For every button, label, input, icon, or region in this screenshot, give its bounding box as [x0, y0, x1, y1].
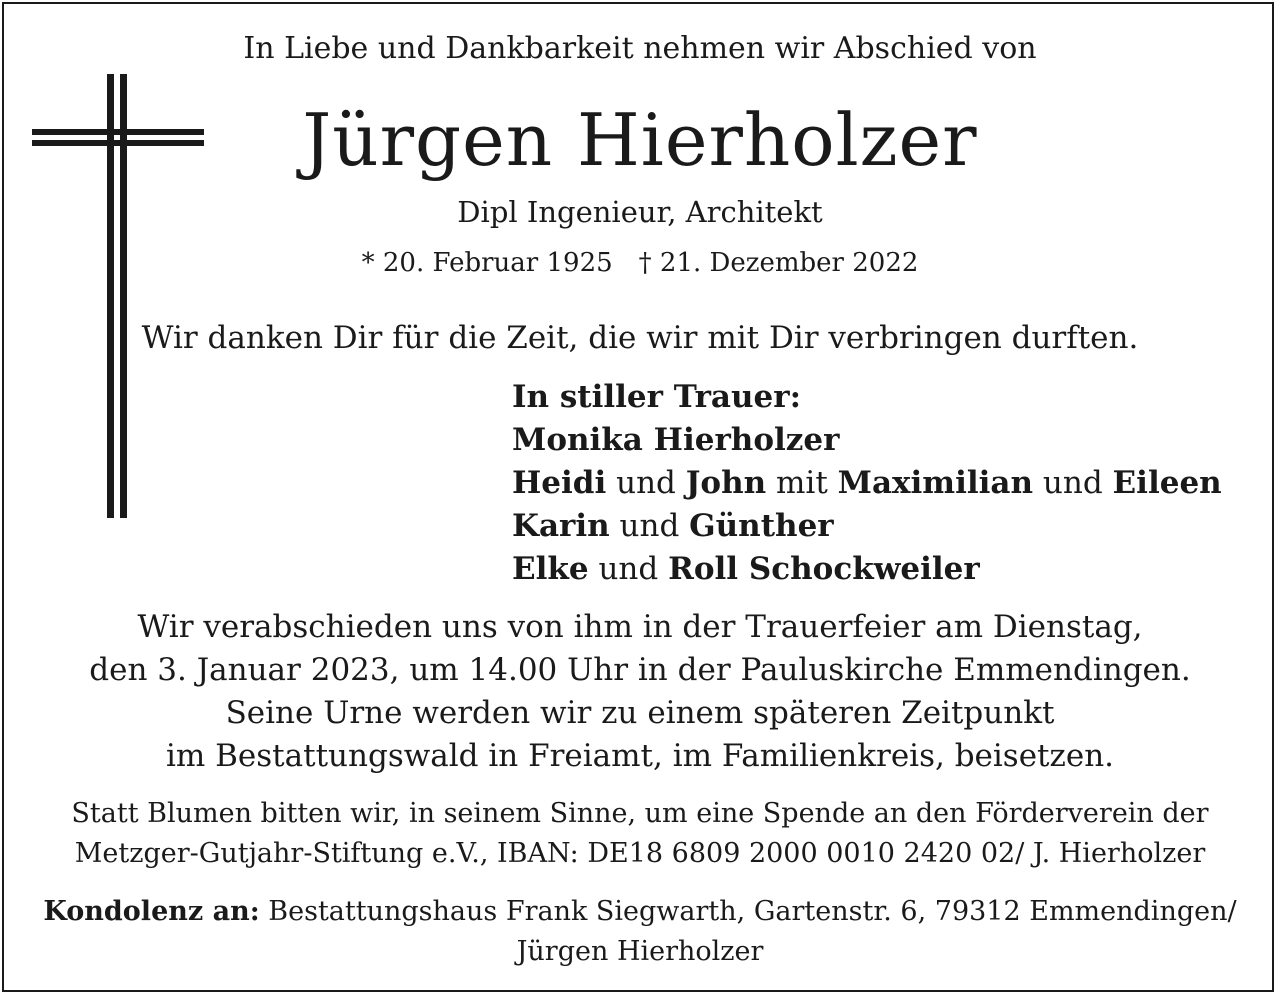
birth-date: * 20. Februar 1925	[361, 248, 613, 278]
ceremony-line: Wir verabschieden uns von ihm in der Trauerfeier am Dienstag,	[137, 609, 1143, 645]
mourner-line: Monika Hierholzer	[512, 422, 840, 458]
mourners-list	[512, 376, 1222, 591]
mourner-line: Heidi und John mit Maximilian und Eileen	[512, 465, 1222, 501]
profession: Dipl Ingenieur, Architekt	[457, 195, 823, 229]
donation-line: Statt Blumen bitten wir, in seinem Sinne, um eine Spende an den Förderverein der	[71, 798, 1209, 829]
mourner-line: Elke und Roll Schockweiler	[512, 551, 980, 587]
death-date: † 21. Dezember 2022	[638, 248, 919, 278]
condolence-name: Jürgen Hierholzer	[516, 936, 764, 967]
mourner-line: Karin und Günther	[512, 508, 834, 544]
mourners-heading: In stiller Trauer:	[512, 379, 802, 415]
condolence-label: Kondolenz an:	[43, 896, 260, 927]
ceremony-line: im Bestattungswald in Freiamt, im Familienkreis, beisetzen.	[165, 738, 1115, 774]
condolence-line	[0, 898, 1280, 925]
condolence-address: Bestattungshaus Frank Siegwarth, Gartenstr. 6, 79312 Emmendingen/	[259, 896, 1237, 927]
ceremony-line: Seine Urne werden wir zu einem späteren Zeitpunkt	[225, 695, 1055, 731]
donation-line: Metzger-Gutjahr-Stiftung e.V., IBAN: DE18 6809 2000 0010 2420 02/ J. Hierholzer	[74, 838, 1206, 869]
life-dates	[0, 250, 1280, 276]
deceased-name: Jürgen Hierholzer	[302, 98, 978, 182]
thanks-text: Wir danken Dir für die Zeit, die wir mit Dir verbringen durften.	[141, 320, 1139, 356]
intro-text: In Liebe und Dankbarkeit nehmen wir Abschied von	[243, 31, 1037, 66]
ceremony-line: den 3. Januar 2023, um 14.00 Uhr in der Pauluskirche Emmendingen.	[89, 652, 1191, 688]
